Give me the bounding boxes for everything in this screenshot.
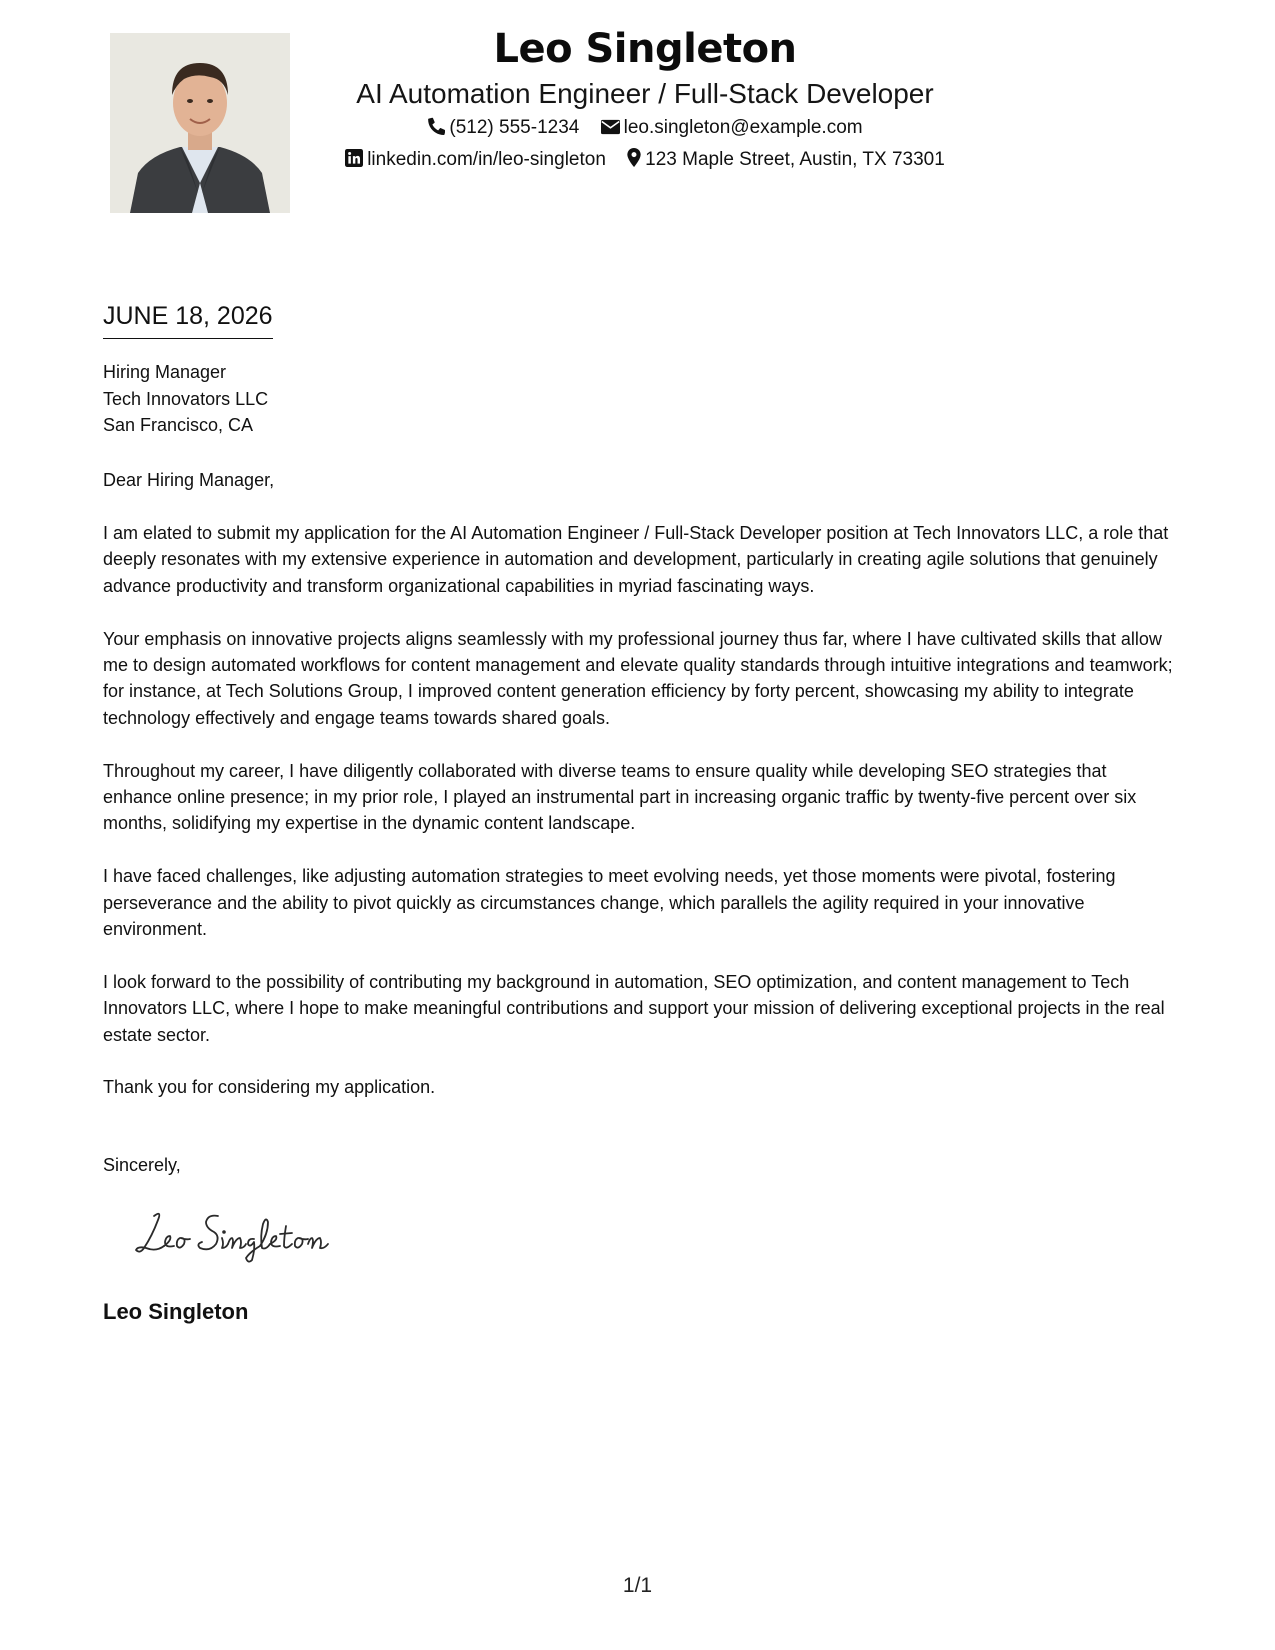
resume-header (300, 22, 990, 176)
recipient-line: Hiring Manager (103, 362, 227, 382)
signer-name: Leo Singleton (103, 1299, 249, 1324)
handwritten-signature (132, 1206, 342, 1271)
linkedin-text: linkedin.com/in/leo-singleton (367, 149, 606, 170)
body-paragraph: I look forward to the possibility of contributing my background in automation, SEO optimization, and content management to Tech Innovators LLC, where I hope to make meaningful contributions and support your mission of delivering exceptional projects in the real estate sector. (103, 971, 1165, 1045)
page-indicator: 1/1 (622, 1574, 653, 1597)
body-paragraph: Your emphasis on innovative projects aligns seamlessly with my professional journey thus far, where I have cultivated skills that allow me to design automated workflows for content management and elevate quality standards through intuitive integrations and teamwork; for instance, at Tech Solutions Group, I improved content generation efficiency by forty percent, showcasing my ability to integrate technology effectively and engage teams towards shared goals. (103, 628, 1173, 728)
applicant-name: Leo Singleton (493, 26, 797, 72)
portrait-illustration (110, 33, 290, 213)
letter-body (103, 520, 1178, 1127)
salutation: Dear Hiring Manager, (103, 470, 275, 490)
recipient-line: San Francisco, CA (103, 415, 254, 435)
signature-drawing (132, 1206, 342, 1266)
letter-date: JUNE 18, 2026 (103, 300, 273, 339)
body-paragraph: Throughout my career, I have diligently collaborated with diverse teams to ensure quality while developing SEO strategies that enhance online presence; in my prior role, I played an instrumental part in increasing organic traffic by twenty-five percent over six months, solidifying my expertise in the dynamic content landscape. (103, 760, 1137, 834)
profile-photo (110, 33, 290, 213)
recipient-block (103, 359, 268, 439)
linkedin-icon (345, 149, 363, 167)
contact-row-1 (300, 112, 990, 144)
contact-row-2 (300, 144, 990, 176)
address-text: 123 Maple Street, Austin, TX 73301 (645, 149, 945, 170)
linkedin-contact[interactable] (345, 144, 606, 176)
address-contact (627, 144, 945, 176)
email-text: leo.singleton@example.com (623, 117, 863, 138)
phone-contact[interactable] (427, 112, 579, 144)
email-contact[interactable] (601, 112, 863, 144)
phone-text: (512) 555-1234 (449, 117, 580, 138)
phone-icon (427, 117, 445, 135)
body-paragraph: Thank you for considering my application. (103, 1077, 436, 1098)
applicant-title: AI Automation Engineer / Full-Stack Developer (356, 78, 934, 109)
closing: Sincerely, (103, 1155, 181, 1175)
envelope-icon (601, 119, 620, 135)
body-paragraph: I have faced challenges, like adjusting automation strategies to meet evolving needs, yet those moments were pivotal, fostering perseverance and the ability to pivot quickly as circumstances change, which parallels the agility required in your innovative environment. (103, 866, 1116, 940)
recipient-line: Tech Innovators LLC (103, 388, 269, 409)
body-paragraph: I am elated to submit my application for the AI Automation Engineer / Full-Stack Developer position at Tech Innovators LLC, a role that deeply resonates with my extensive experience in automation and development, particularly in creating agile solutions that genuinely advance productivity and transform organizational capabilities in myriad fascinating ways. (103, 523, 1169, 596)
map-marker-icon (627, 148, 641, 167)
